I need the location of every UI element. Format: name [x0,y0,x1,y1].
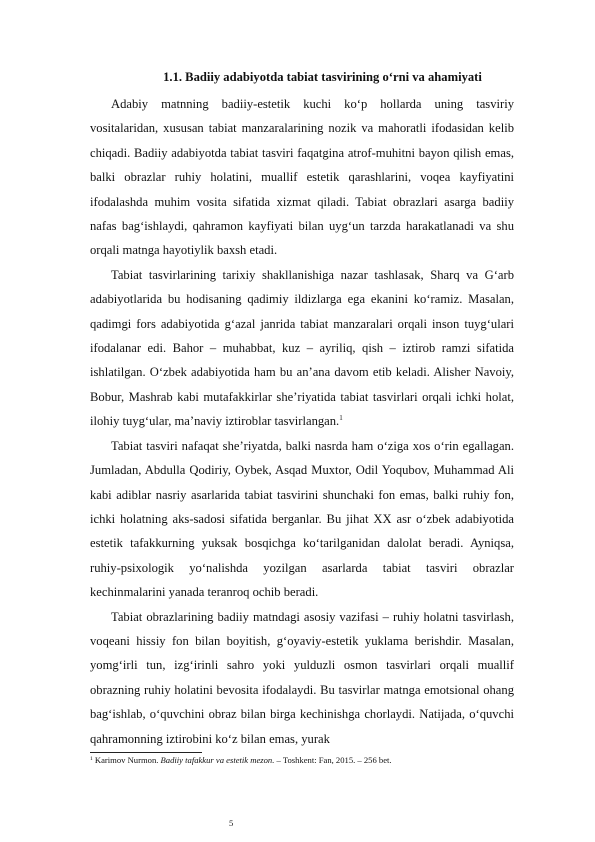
paragraph-4 [90,605,514,751]
paragraph-4-text: Tabiat obrazlarining badiiy matndagi asosiy vazifasi – ruhiy holatni tasvirlash, voqeani hissiy fon bilan boyitish, g‘oyaviy-estetik yuklama berishdir. Masalan, yomg‘irli tun, izg‘irinli sahro yoki yulduzli osmon tasvirlari orqali muallif obrazning ruhiy holatini bevosita ifodalaydi. Bu tasvirlar matnga emotsional ohang bag‘ishlab, o‘quvchini obraz bilan birga kechinishga chorlaydi. Natijada, o‘quvchi qahramonning iztirobini ko‘z bilan emas, yurak [90,609,514,746]
footnote-publication: – Toshkent: Fan, 2015. – 256 bet. [274,755,392,765]
section-heading: 1.1. Badiiy adabiyotda tabiat tasvirining o‘rni va ahamiyati [163,70,482,84]
footnote-marker: 1 [90,756,93,762]
footnote-divider [90,752,202,753]
footnote-reference[interactable]: 1 [339,414,343,423]
paragraph-2 [90,263,514,434]
footnote-author: Karimov Nurmon. [94,755,161,765]
paragraph-3-text: Tabiat tasviri nafaqat she’riyatda, balki nasrda ham o‘ziga xos o‘rin egallagan. Jumladan, Abdulla Qodiriy, Oybek, Asqad Muxtor, Odil Yoqubov, Muhammad Ali kabi adiblar nasriy asarlarida tabiat tasvirini shunchaki fon emas, balki ruhiy fon, ichki holatning aks-sadosi sifatida berganlar. Bu jihat XX asr o‘zbek adabiyotida estetik tafakkurning yuksak bosqichga ko‘tarilganidan dalolat beradi. Ayniqsa, ruhiy-psixologik yo‘nalishda yozilgan asarlarda tabiat tasviri obrazlar kechinmalarini yanada teranroq ochib beradi. [90,438,514,600]
paragraph-1 [90,92,514,263]
footnote [90,755,530,766]
paragraph-1-text: Adabiy matnning badiiy-estetik kuchi ko‘p hollarda uning tasviriy vositalaridan, xususan tabiat manzaralarining nozik va mahoratli ifodasidan kelib chiqadi. Badiiy adabiyotda tabiat tasviri faqatgina atrof-muhitni bayon qilish emas, balki obrazlar ruhiy holatini, muallif estetik qarashlarini, voqea kayfiyatini ifodalashda muhim vosita sifatida xizmat qiladi. Tabiat obrazlari asarga badiiy nafas bag‘ishlaydi, qahramon kayfiyati bilan uyg‘un tarzda harakatlanadi va shu orqali matnga hayotiylik baxsh etadi. [90,97,514,258]
footnote-title: Badiiy tafakkur va estetik mezon. [160,755,275,765]
paragraph-2-text: Tabiat tasvirlarining tarixiy shakllanishiga nazar tashlasak, Sharq va G‘arb adabiyotlarida bu hodisaning qadimiy ildizlarga ega ekanini ko‘ramiz. Masalan, qadimgi fors adabiyotida g‘azal janrida tabiat manzaralari orqali inson tuyg‘ulari ifodalanar edi. Bahor – muhabbat, kuz – ayriliq, qish – iztirob ramzi sifatida ishlatilgan. O‘zbek adabiyotida ham bu an’ana davom etib keladi. Alisher Navoiy, Bobur, Mashrab kabi mutafakkirlar she’riyatida tabiat tasvirlari orqali ichki holat, ilohiy tuyg‘ular, ma’naviy iztiroblar tasvirlangan. [90,267,514,429]
page-number: 5 [229,818,234,828]
body-text [90,92,514,751]
paragraph-3 [90,434,514,605]
